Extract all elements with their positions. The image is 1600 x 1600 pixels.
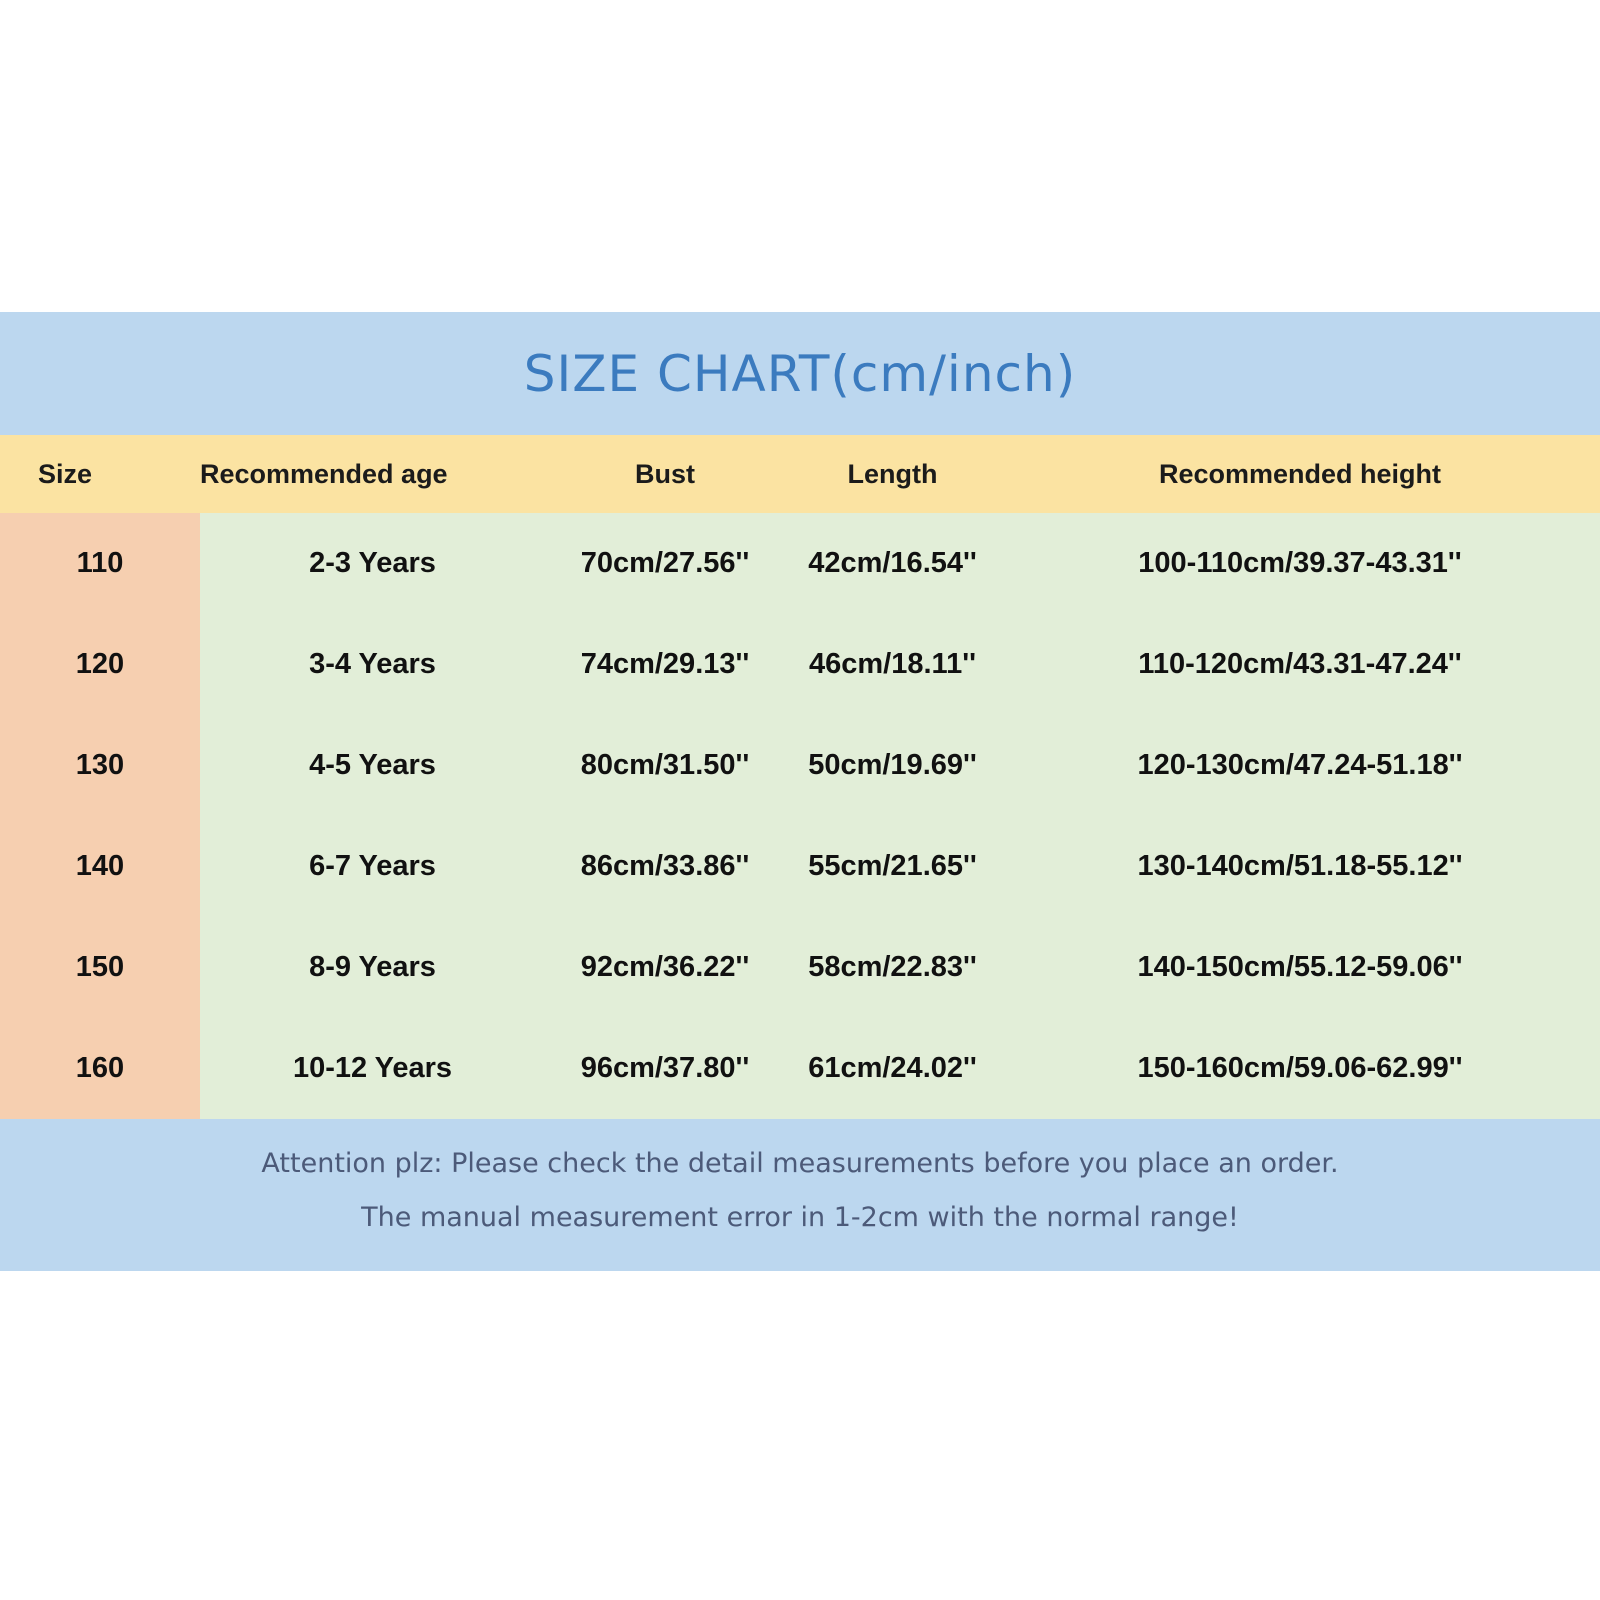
column-header-length: Length bbox=[847, 458, 938, 489]
footer-note-1: Attention plz: Please check the detail measurements before you place an order. bbox=[261, 1148, 1339, 1179]
column-header-bust: Bust bbox=[635, 458, 695, 489]
cell-length: 58cm/22.83'' bbox=[785, 917, 1000, 1018]
cell-size: 160 bbox=[0, 1018, 200, 1119]
chart-footer-band bbox=[0, 1119, 1600, 1271]
cell-length: 61cm/24.02'' bbox=[785, 1018, 1000, 1119]
table-row bbox=[0, 715, 1600, 816]
cell-height: 140-150cm/55.12-59.06'' bbox=[1000, 917, 1600, 1018]
table-row bbox=[0, 614, 1600, 715]
cell-size: 140 bbox=[0, 816, 200, 917]
cell-age: 4-5 Years bbox=[200, 715, 545, 816]
cell-height: 130-140cm/51.18-55.12'' bbox=[1000, 816, 1600, 917]
chart-title: SIZE CHART(cm/inch) bbox=[523, 344, 1077, 403]
table-row bbox=[0, 816, 1600, 917]
chart-title-band bbox=[0, 312, 1600, 435]
cell-size: 120 bbox=[0, 614, 200, 715]
cell-length: 42cm/16.54'' bbox=[785, 513, 1000, 614]
cell-size: 150 bbox=[0, 917, 200, 1018]
column-header-size: Size bbox=[38, 458, 93, 489]
cell-bust: 86cm/33.86'' bbox=[545, 816, 785, 917]
footer-note-2: The manual measurement error in 1-2cm with the normal range! bbox=[361, 1202, 1239, 1233]
cell-age: 6-7 Years bbox=[200, 816, 545, 917]
cell-bust: 70cm/27.56'' bbox=[545, 513, 785, 614]
size-chart bbox=[0, 312, 1600, 1271]
table-row bbox=[0, 917, 1600, 1018]
cell-size: 130 bbox=[0, 715, 200, 816]
table-header-row bbox=[0, 435, 1600, 513]
cell-bust: 96cm/37.80'' bbox=[545, 1018, 785, 1119]
column-header-recommended-age: Recommended age bbox=[200, 458, 448, 489]
cell-height: 150-160cm/59.06-62.99'' bbox=[1000, 1018, 1600, 1119]
cell-age: 3-4 Years bbox=[200, 614, 545, 715]
cell-age: 10-12 Years bbox=[200, 1018, 545, 1119]
cell-bust: 92cm/36.22'' bbox=[545, 917, 785, 1018]
column-header-recommended-height: Recommended height bbox=[1158, 458, 1442, 489]
cell-age: 8-9 Years bbox=[200, 917, 545, 1018]
cell-size: 110 bbox=[0, 513, 200, 614]
cell-length: 55cm/21.65'' bbox=[785, 816, 1000, 917]
table-row bbox=[0, 1018, 1600, 1119]
cell-bust: 74cm/29.13'' bbox=[545, 614, 785, 715]
cell-height: 120-130cm/47.24-51.18'' bbox=[1000, 715, 1600, 816]
cell-height: 100-110cm/39.37-43.31'' bbox=[1000, 513, 1600, 614]
cell-length: 46cm/18.11'' bbox=[785, 614, 1000, 715]
cell-length: 50cm/19.69'' bbox=[785, 715, 1000, 816]
cell-bust: 80cm/31.50'' bbox=[545, 715, 785, 816]
cell-height: 110-120cm/43.31-47.24'' bbox=[1000, 614, 1600, 715]
cell-age: 2-3 Years bbox=[200, 513, 545, 614]
table-body bbox=[0, 513, 1600, 1119]
table-row bbox=[0, 513, 1600, 614]
